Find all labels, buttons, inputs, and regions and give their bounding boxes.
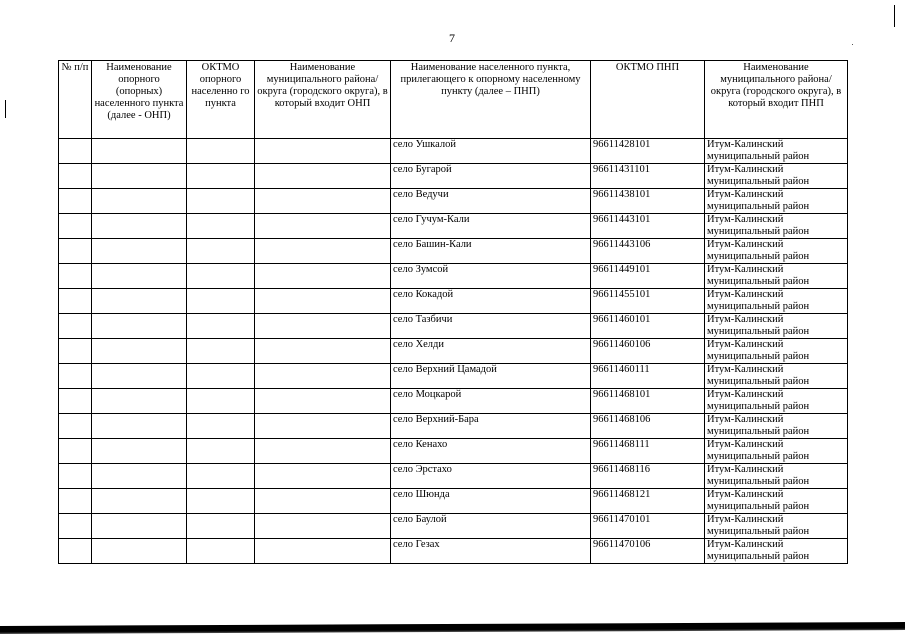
cell-onp-district bbox=[255, 189, 391, 214]
cell-pnp-district: Итум-Калинский муниципальный район bbox=[705, 164, 848, 189]
cell-pnp-name: село Хелди bbox=[391, 339, 591, 364]
cell-pnp-name: село Ведучи bbox=[391, 189, 591, 214]
cell-onp-oktmo bbox=[187, 239, 255, 264]
cell-pnp-district: Итум-Калинский муниципальный район bbox=[705, 264, 848, 289]
cell-onp-oktmo bbox=[187, 189, 255, 214]
header-onp-district: Наименование муниципального района/округа (городского округа), в который входит ОНП bbox=[255, 61, 391, 139]
cell-pnp-district: Итум-Калинский муниципальный район bbox=[705, 239, 848, 264]
table-row bbox=[59, 539, 848, 564]
table-header-row bbox=[59, 61, 848, 139]
cell-onp-district bbox=[255, 539, 391, 564]
cell-number bbox=[59, 314, 92, 339]
cell-number bbox=[59, 139, 92, 164]
cell-onp-oktmo bbox=[187, 364, 255, 389]
cell-onp-district bbox=[255, 514, 391, 539]
settlements-table bbox=[58, 60, 848, 564]
cell-onp-name bbox=[92, 364, 187, 389]
cell-pnp-name: село Моцкарой bbox=[391, 389, 591, 414]
cell-pnp-district: Итум-Калинский муниципальный район bbox=[705, 289, 848, 314]
cell-onp-oktmo bbox=[187, 289, 255, 314]
cell-onp-name bbox=[92, 389, 187, 414]
cell-pnp-name: село Зумсой bbox=[391, 264, 591, 289]
cell-pnp-district: Итум-Калинский муниципальный район bbox=[705, 514, 848, 539]
cell-pnp-oktmo: 96611460106 bbox=[591, 339, 705, 364]
cell-onp-oktmo bbox=[187, 514, 255, 539]
cell-onp-district bbox=[255, 214, 391, 239]
cell-number bbox=[59, 514, 92, 539]
cell-onp-district bbox=[255, 339, 391, 364]
header-pnp-oktmo: ОКТМО ПНП bbox=[591, 61, 705, 139]
cell-pnp-district: Итум-Калинский муниципальный район bbox=[705, 364, 848, 389]
cell-pnp-oktmo: 96611468121 bbox=[591, 489, 705, 514]
cell-onp-oktmo bbox=[187, 539, 255, 564]
cell-pnp-name: село Кенахо bbox=[391, 439, 591, 464]
table-row bbox=[59, 139, 848, 164]
cell-onp-oktmo bbox=[187, 264, 255, 289]
header-onp-name: Наименование опорного (опорных) населенного пункта (далее - ОНП) bbox=[92, 61, 187, 139]
cell-onp-name bbox=[92, 464, 187, 489]
header-onp-oktmo: ОКТМО опорного населенно го пункта bbox=[187, 61, 255, 139]
cell-onp-name bbox=[92, 514, 187, 539]
cell-pnp-oktmo: 96611470101 bbox=[591, 514, 705, 539]
cell-onp-oktmo bbox=[187, 389, 255, 414]
table-row bbox=[59, 164, 848, 189]
cell-pnp-oktmo: 96611438101 bbox=[591, 189, 705, 214]
cell-number bbox=[59, 239, 92, 264]
cell-pnp-oktmo: 96611460101 bbox=[591, 314, 705, 339]
cell-number bbox=[59, 464, 92, 489]
table-body bbox=[59, 139, 848, 564]
cell-pnp-oktmo: 96611443106 bbox=[591, 239, 705, 264]
page-number: 7 bbox=[449, 31, 455, 45]
cell-onp-name bbox=[92, 539, 187, 564]
cell-pnp-oktmo: 96611428101 bbox=[591, 139, 705, 164]
cell-onp-oktmo bbox=[187, 414, 255, 439]
cell-pnp-district: Итум-Калинский муниципальный район bbox=[705, 389, 848, 414]
cell-onp-district bbox=[255, 239, 391, 264]
cell-pnp-oktmo: 96611468111 bbox=[591, 439, 705, 464]
table-row bbox=[59, 464, 848, 489]
cell-pnp-district: Итум-Калинский муниципальный район bbox=[705, 414, 848, 439]
cell-pnp-name: село Башин-Кали bbox=[391, 239, 591, 264]
cell-number bbox=[59, 339, 92, 364]
cell-number bbox=[59, 414, 92, 439]
cell-onp-district bbox=[255, 414, 391, 439]
table-row bbox=[59, 514, 848, 539]
cell-number bbox=[59, 439, 92, 464]
table-row bbox=[59, 239, 848, 264]
cell-onp-name bbox=[92, 264, 187, 289]
header-pnp-name: Наименование населенного пункта, прилегающего к опорному населенному пункту (далее – ПНП) bbox=[391, 61, 591, 139]
cell-pnp-oktmo: 96611449101 bbox=[591, 264, 705, 289]
cell-onp-name bbox=[92, 439, 187, 464]
cell-number bbox=[59, 364, 92, 389]
scan-speck bbox=[852, 44, 853, 45]
cell-number bbox=[59, 389, 92, 414]
cell-pnp-name: село Баулой bbox=[391, 514, 591, 539]
cell-onp-district bbox=[255, 364, 391, 389]
cell-pnp-name: село Кокадой bbox=[391, 289, 591, 314]
table-row bbox=[59, 439, 848, 464]
table-row bbox=[59, 414, 848, 439]
cell-pnp-oktmo: 96611460111 bbox=[591, 364, 705, 389]
cell-onp-oktmo bbox=[187, 314, 255, 339]
table-row bbox=[59, 189, 848, 214]
cell-pnp-district: Итум-Калинский муниципальный район bbox=[705, 214, 848, 239]
cell-pnp-name: село Верхний-Бара bbox=[391, 414, 591, 439]
cell-pnp-oktmo: 96611470106 bbox=[591, 539, 705, 564]
table-row bbox=[59, 364, 848, 389]
cell-number bbox=[59, 214, 92, 239]
cell-pnp-district: Итум-Калинский муниципальный район bbox=[705, 339, 848, 364]
cell-pnp-district: Итум-Калинский муниципальный район bbox=[705, 489, 848, 514]
cell-number bbox=[59, 489, 92, 514]
cell-pnp-district: Итум-Калинский муниципальный район bbox=[705, 314, 848, 339]
scan-edge-mark-right bbox=[894, 5, 895, 27]
cell-number bbox=[59, 189, 92, 214]
cell-onp-district bbox=[255, 289, 391, 314]
cell-pnp-name: село Шюнда bbox=[391, 489, 591, 514]
cell-pnp-name: село Бугарой bbox=[391, 164, 591, 189]
cell-pnp-oktmo: 96611455101 bbox=[591, 289, 705, 314]
cell-pnp-name: село Тазбичи bbox=[391, 314, 591, 339]
cell-onp-district bbox=[255, 164, 391, 189]
table-row bbox=[59, 339, 848, 364]
cell-pnp-oktmo: 96611468106 bbox=[591, 414, 705, 439]
header-pnp-district: Наименование муниципального района/округа (городского округа), в который входит ПНП bbox=[705, 61, 848, 139]
table-row bbox=[59, 389, 848, 414]
cell-pnp-district: Итум-Калинский муниципальный район bbox=[705, 539, 848, 564]
cell-onp-district bbox=[255, 314, 391, 339]
cell-pnp-oktmo: 96611468101 bbox=[591, 389, 705, 414]
cell-onp-name bbox=[92, 414, 187, 439]
cell-onp-oktmo bbox=[187, 489, 255, 514]
cell-number bbox=[59, 539, 92, 564]
cell-onp-district bbox=[255, 389, 391, 414]
cell-onp-name bbox=[92, 239, 187, 264]
cell-pnp-name: село Гезах bbox=[391, 539, 591, 564]
cell-pnp-oktmo: 96611443101 bbox=[591, 214, 705, 239]
cell-onp-oktmo bbox=[187, 139, 255, 164]
cell-onp-district bbox=[255, 489, 391, 514]
cell-onp-district bbox=[255, 139, 391, 164]
scan-edge-mark-left bbox=[5, 100, 6, 118]
cell-onp-name bbox=[92, 139, 187, 164]
cell-pnp-district: Итум-Калинский муниципальный район bbox=[705, 439, 848, 464]
cell-pnp-oktmo: 96611468116 bbox=[591, 464, 705, 489]
cell-onp-oktmo bbox=[187, 164, 255, 189]
cell-pnp-name: село Гучум-Кали bbox=[391, 214, 591, 239]
cell-number bbox=[59, 264, 92, 289]
table-row bbox=[59, 314, 848, 339]
bottom-scan-border bbox=[0, 622, 905, 634]
cell-number bbox=[59, 164, 92, 189]
cell-pnp-name: село Ушкалой bbox=[391, 139, 591, 164]
cell-pnp-district: Итум-Калинский муниципальный район bbox=[705, 139, 848, 164]
cell-number bbox=[59, 289, 92, 314]
cell-pnp-district: Итум-Калинский муниципальный район bbox=[705, 464, 848, 489]
cell-onp-oktmo bbox=[187, 464, 255, 489]
cell-onp-oktmo bbox=[187, 439, 255, 464]
table-row bbox=[59, 214, 848, 239]
cell-pnp-oktmo: 96611431101 bbox=[591, 164, 705, 189]
table-row bbox=[59, 489, 848, 514]
header-number: № п/п bbox=[59, 61, 92, 139]
cell-pnp-name: село Эрстахо bbox=[391, 464, 591, 489]
cell-onp-name bbox=[92, 214, 187, 239]
table-row bbox=[59, 264, 848, 289]
table-row bbox=[59, 289, 848, 314]
cell-onp-district bbox=[255, 264, 391, 289]
cell-onp-name bbox=[92, 289, 187, 314]
cell-pnp-district: Итум-Калинский муниципальный район bbox=[705, 189, 848, 214]
cell-onp-oktmo bbox=[187, 339, 255, 364]
cell-onp-oktmo bbox=[187, 214, 255, 239]
cell-onp-name bbox=[92, 314, 187, 339]
cell-pnp-name: село Верхний Цамадой bbox=[391, 364, 591, 389]
cell-onp-name bbox=[92, 164, 187, 189]
cell-onp-district bbox=[255, 439, 391, 464]
cell-onp-name bbox=[92, 339, 187, 364]
cell-onp-name bbox=[92, 489, 187, 514]
cell-onp-name bbox=[92, 189, 187, 214]
cell-onp-district bbox=[255, 464, 391, 489]
